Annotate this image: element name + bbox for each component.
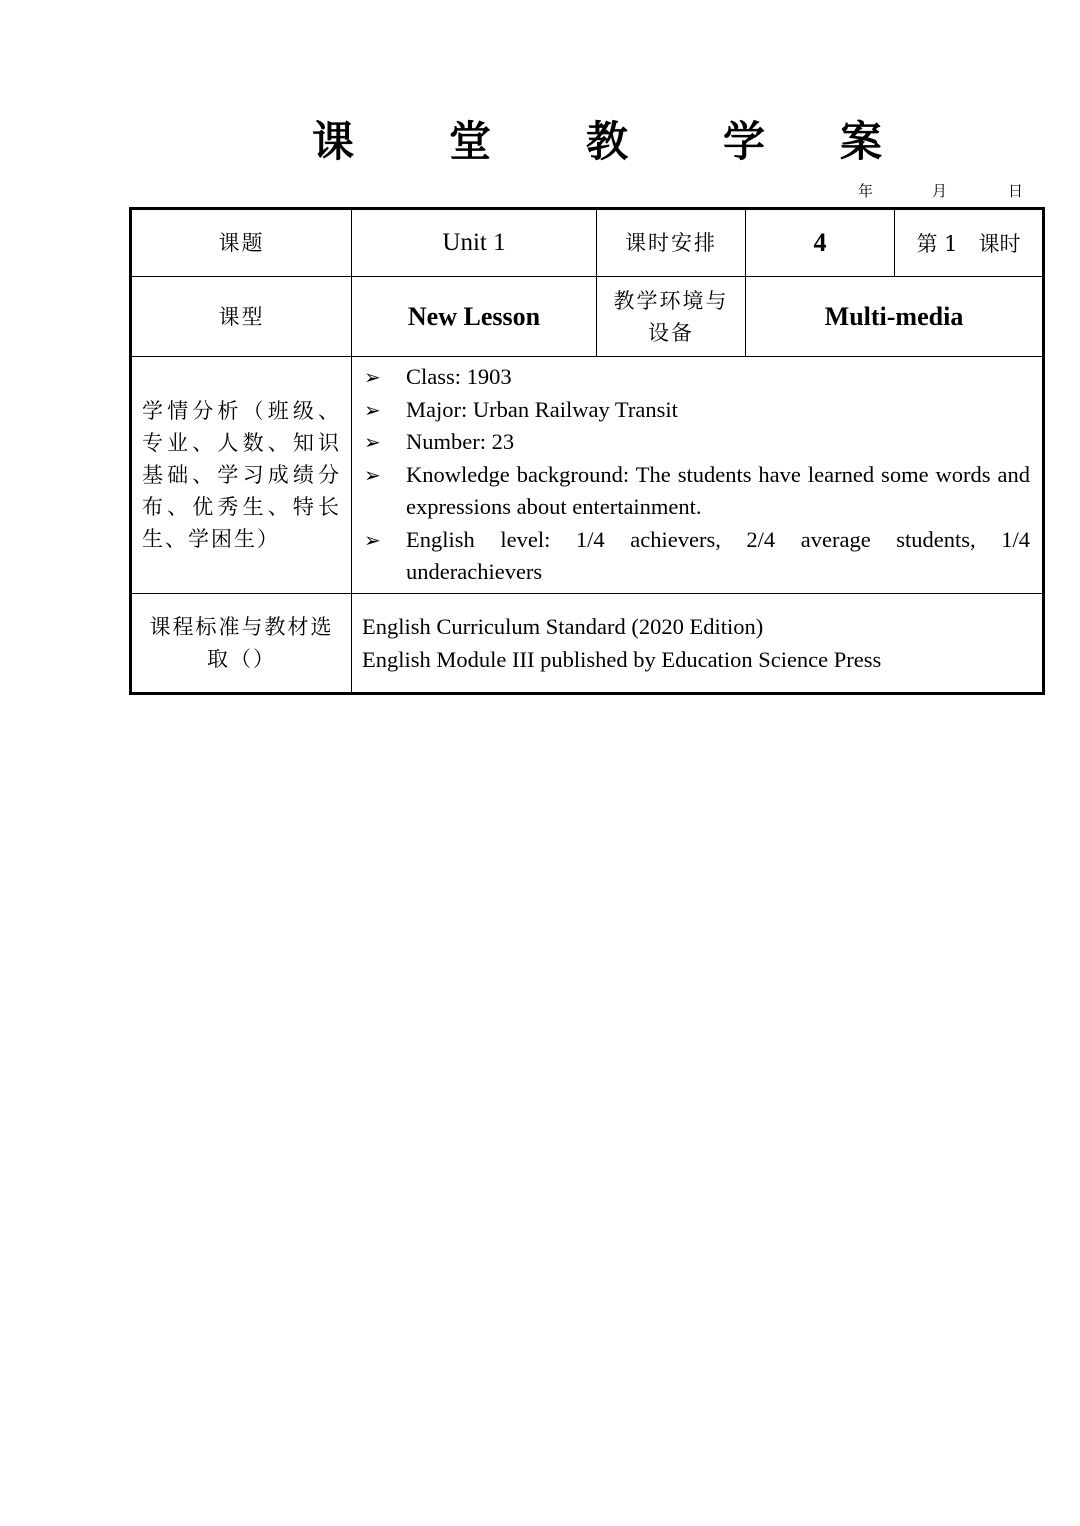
arrowhead-bullet-icon: ➢ xyxy=(364,365,381,389)
env-label: 教学环境与设备 xyxy=(597,277,746,357)
lesson-plan-table xyxy=(129,207,1045,695)
date-day: 日 xyxy=(1008,182,1024,200)
list-item xyxy=(362,361,1030,394)
bullet-text: Class: 1903 xyxy=(406,364,512,389)
bullet-text: Major: Urban Railway Transit xyxy=(406,396,678,422)
arrowhead-bullet-icon: ➢ xyxy=(364,527,381,552)
list-item xyxy=(362,394,1030,427)
title-char: 案 xyxy=(840,117,883,166)
bullet-text: English level: 1/4 achievers, 2/4 average students, 1/4 underachievers xyxy=(406,526,1030,584)
type-label: 课型 xyxy=(131,277,352,357)
topic-value: Unit 1 xyxy=(352,209,597,277)
env-value: Multi-media xyxy=(746,277,1044,357)
table-row xyxy=(131,209,1044,277)
schedule-label: 课时安排 xyxy=(597,209,746,277)
date-month: 月 xyxy=(932,182,948,200)
analysis-label: 学情分析（班级、专业、人数、知识基础、学习成绩分布、优秀生、特长生、学困生） xyxy=(131,357,352,594)
arrowhead-bullet-icon: ➢ xyxy=(364,430,381,454)
date-year: 年 xyxy=(858,182,874,200)
list-item xyxy=(362,426,1030,459)
title-char: 教 xyxy=(586,117,629,166)
schedule-value: 4 xyxy=(746,209,895,277)
analysis-content xyxy=(352,357,1044,594)
arrowhead-bullet-icon: ➢ xyxy=(364,462,381,487)
date-line xyxy=(800,180,1040,202)
period-value: 第 1 课时 xyxy=(895,209,1044,277)
bullet-text: Knowledge background: The students have learned some words and expressions about entertainment. xyxy=(406,461,1030,519)
title-char: 课 xyxy=(312,117,355,166)
table-row xyxy=(131,277,1044,357)
title-char: 堂 xyxy=(449,117,492,166)
page-title xyxy=(310,112,900,172)
table-row xyxy=(131,593,1044,693)
bullet-text: Number: 23 xyxy=(406,429,515,454)
standard-label: 课程标准与教材选取（） xyxy=(131,593,352,693)
type-value: New Lesson xyxy=(352,277,597,357)
arrowhead-bullet-icon: ➢ xyxy=(364,397,381,422)
topic-label: 课题 xyxy=(131,209,352,277)
list-item xyxy=(362,459,1030,524)
title-char: 学 xyxy=(723,117,766,166)
standard-line: English Curriculum Standard (2020 Edition) xyxy=(362,613,764,639)
table-row xyxy=(131,357,1044,594)
standard-content xyxy=(352,593,1044,693)
standard-line: English Module III published by Education Science Press xyxy=(362,646,882,672)
analysis-list xyxy=(352,357,1042,593)
list-item xyxy=(362,524,1030,589)
